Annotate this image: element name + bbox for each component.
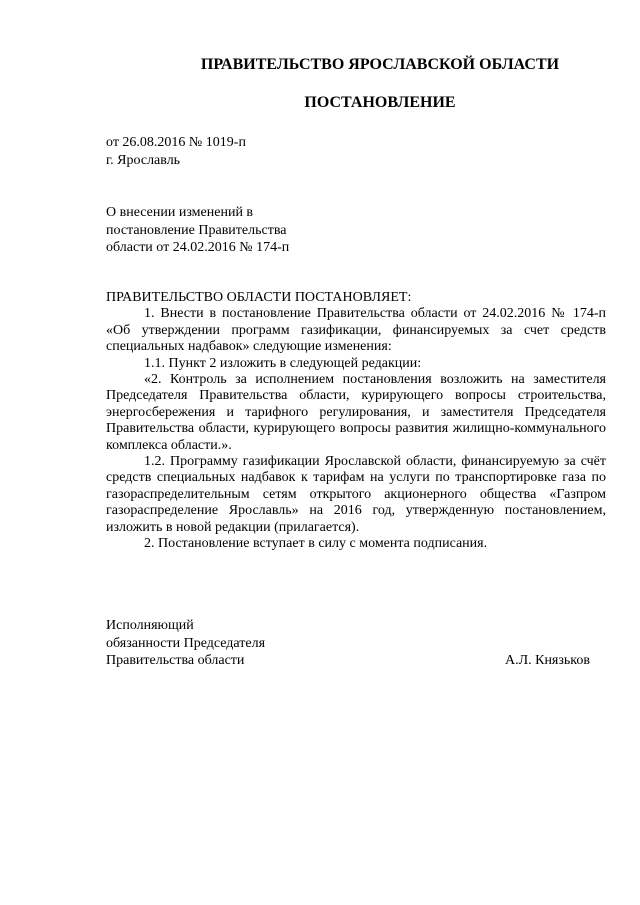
signatory-title-line: обязанности Председателя	[106, 635, 266, 651]
document-body	[106, 290, 606, 553]
paragraph-2: 2. Постановление вступает в силу с момента подписания.	[144, 536, 488, 552]
city: г. Ярославль	[106, 153, 181, 168]
subject-line: области от 24.02.2016 № 174-п	[106, 240, 290, 255]
subject-line: постановление Правительства	[106, 222, 287, 238]
subject-line: О внесении изменений в	[106, 205, 254, 220]
paragraph-1-1: 1.1. Пункт 2 изложить в следующей редакции:	[144, 355, 422, 371]
signatory-title-line: Правительства области	[106, 653, 245, 668]
document-meta	[106, 134, 246, 170]
signatory-title-line: Исполняющий	[106, 618, 194, 633]
paragraph-1-2: 1.2. Программу газификации Ярославской области, финансируемую за счёт средств специальных надбавок к тарифам на услуги по транспортировке газа по газораспределительным сетям открытого акционерного общества «Газпром газораспределение Ярославль» на 2016 год, утвержденную постановлением, изложить в новой редакции (прилагается).	[106, 454, 606, 535]
paragraph-1-1-quote: «2. Контроль за исполнением постановления возложить на заместителя Председателя Правительства области, курирующего вопросы строительства, энергосбережения и тарифного регулирования, и заместителя Председателя Правительства области, курирующего вопросы развития жилищно-коммунального комплекса области.».	[106, 372, 606, 453]
preamble: ПРАВИТЕЛЬСТВО ОБЛАСТИ ПОСТАНОВЛЯЕТ:	[106, 290, 412, 305]
signatory-name: А.Л. Князьков	[505, 653, 590, 668]
document-subject	[106, 204, 336, 257]
government-title: ПРАВИТЕЛЬСТВО ЯРОСЛАВСКОЙ ОБЛАСТИ	[200, 56, 560, 73]
signature-row	[106, 652, 590, 670]
date-number: от 26.08.2016 № 1019-п	[106, 135, 246, 150]
document-type: ПОСТАНОВЛЕНИЕ	[304, 94, 456, 111]
paragraph-1: 1. Внести в постановление Правительства области от 24.02.2016 № 174-п «Об утверждении программ газификации, финансируемых за счет средств специальных надбавок» следующие изменения:	[106, 306, 606, 355]
signature-block	[106, 617, 590, 670]
